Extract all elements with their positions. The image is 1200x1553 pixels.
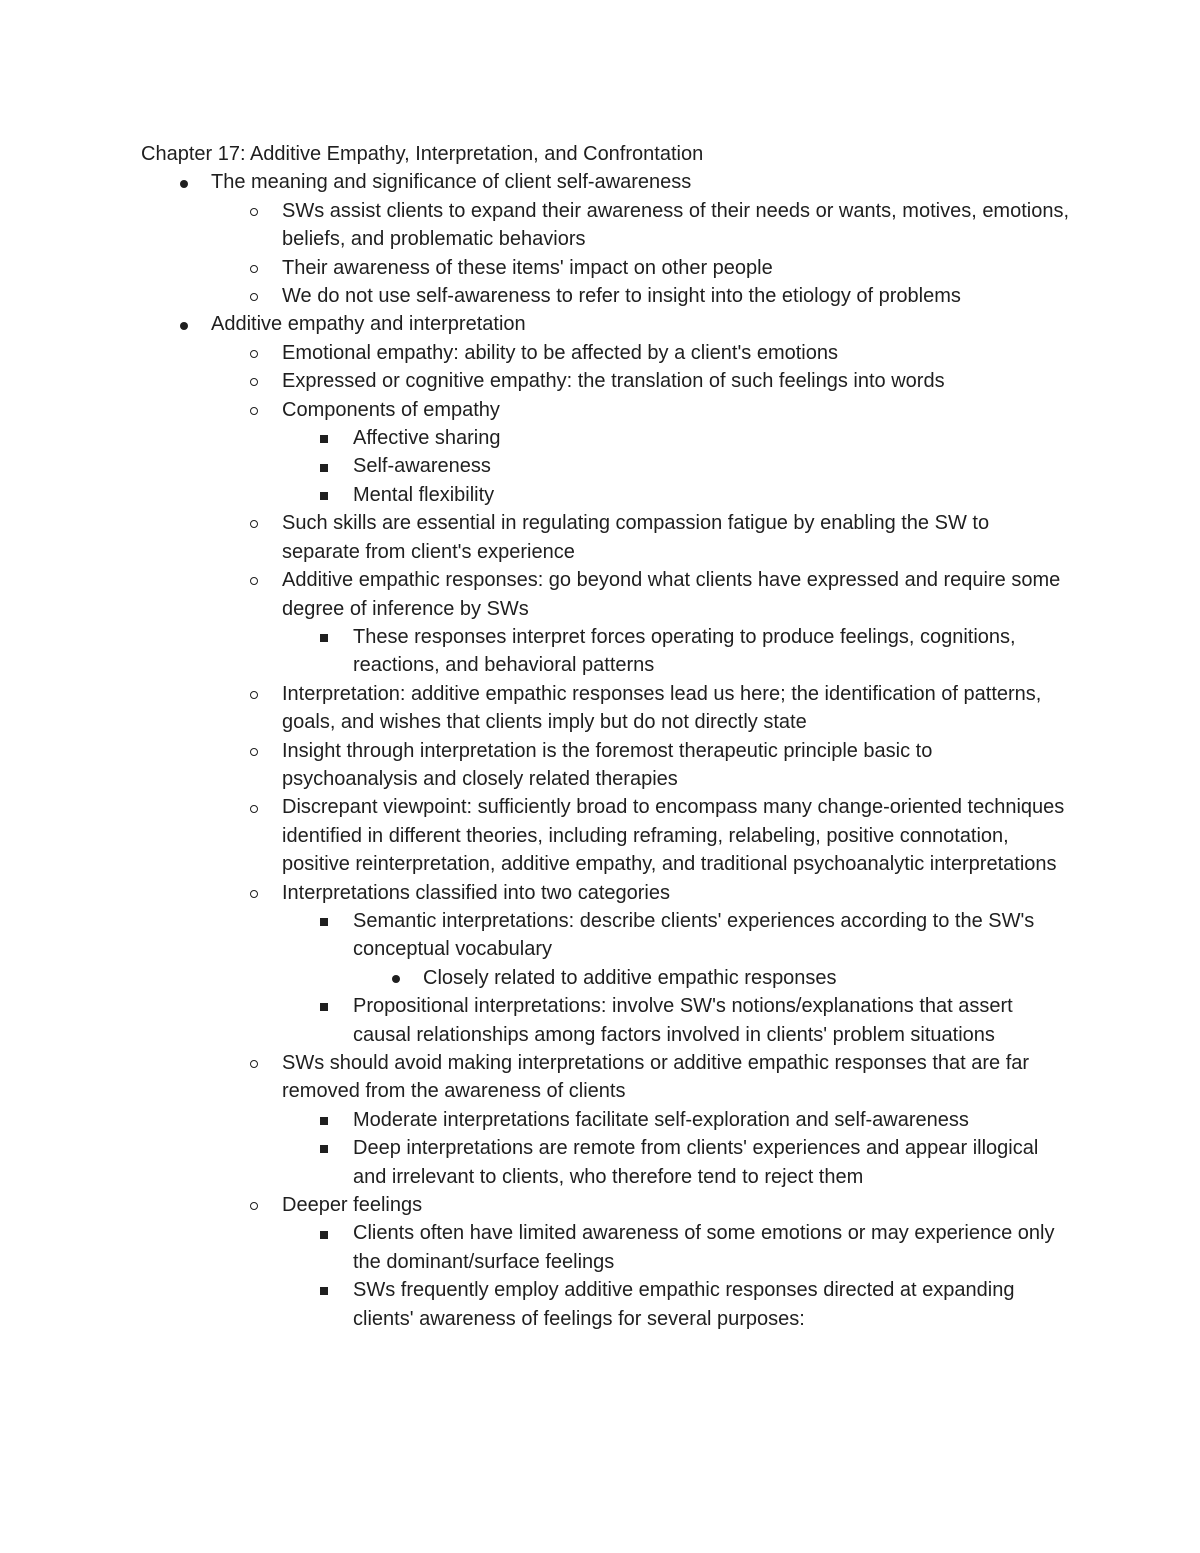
outline-item-level-3 [141,623,1071,680]
outline-item-level-2 [141,680,1071,737]
outline-item-text: Deep interpretations are remote from clients' experiences and appear illogical and irrelevant to clients, who therefore tend to reject them [353,1137,1039,1188]
hollow-circle-bullet-icon [247,1049,261,1077]
outline-item-text: Insight through interpretation is the foremost therapeutic principle basic to psychoanalysis and closely related therapies [282,739,933,790]
outline-item-text: Propositional interpretations: involve SW's notions/explanations that assert causal relationships among factors involved in clients' problem situations [353,995,1013,1046]
outline-item-text: The meaning and significance of client self-awareness [211,171,692,194]
outline-item-text: Self-awareness [353,455,491,478]
filled-bullet-icon [389,964,403,992]
outline-item-text: Additive empathic responses: go beyond what clients have expressed and require some degree of inference by SWs [282,569,1061,620]
filled-bullet-icon [177,168,191,196]
outline-item-level-1 [141,310,1071,338]
hollow-circle-bullet-icon [247,509,261,537]
outline-item-level-2 [141,566,1071,623]
outline-item-level-4 [141,964,1071,992]
hollow-circle-bullet-icon [247,396,261,424]
outline-item-level-2 [141,367,1071,395]
outline-item-text: Interpretations classified into two categories [282,881,670,904]
outline-item-level-3 [141,1134,1071,1191]
outline-item-level-2 [141,1049,1071,1106]
square-bullet-icon [317,907,331,935]
outline-item-level-2 [141,737,1071,794]
outline-item-text: Emotional empathy: ability to be affected by a client's emotions [282,341,838,364]
hollow-circle-bullet-icon [247,197,261,225]
outline-item-text: Discrepant viewpoint: sufficiently broad to encompass many change-oriented techniques identified in different theories, including reframing, relabeling, positive connotation, positive reinterpretation, additive empathy, and traditional psychoanalytic interpretations [282,796,1065,876]
hollow-circle-bullet-icon [247,879,261,907]
square-bullet-icon [317,1276,331,1304]
outline-item-text: Additive empathy and interpretation [211,313,526,336]
hollow-circle-bullet-icon [247,339,261,367]
square-bullet-icon [317,992,331,1020]
outline-item-text: SWs should avoid making interpretations or additive empathic responses that are far removed from the awareness of clients [282,1052,1030,1103]
square-bullet-icon [317,424,331,452]
document-page [141,140,1071,1333]
outline-item-text: These responses interpret forces operating to produce feelings, cognitions, reactions, and behavioral patterns [353,625,1016,677]
outline-item-level-3 [141,1276,1071,1333]
outline-item-text: Components of empathy [282,398,500,421]
outline-item-text: Their awareness of these items' impact on other people [282,256,773,279]
square-bullet-icon [317,1106,331,1134]
outline-item-level-3 [141,452,1071,480]
hollow-circle-bullet-icon [247,793,261,821]
outline-item-text: Affective sharing [353,427,501,450]
outline-item-level-2 [141,879,1071,907]
square-bullet-icon [317,481,331,509]
outline-item-text: Such skills are essential in regulating compassion fatigue by enabling the SW to separate from client's experience [282,512,990,563]
hollow-circle-bullet-icon [247,737,261,765]
outline-item-level-2 [141,793,1071,878]
outline-item-level-2 [141,197,1071,254]
outline-item-text: We do not use self-awareness to refer to insight into the etiology of problems [282,285,961,308]
outline-item-level-2 [141,282,1071,310]
hollow-circle-bullet-icon [247,680,261,708]
hollow-circle-bullet-icon [247,566,261,594]
outline-item-level-2 [141,1191,1071,1219]
outline-item-level-1 [141,168,1071,196]
outline-item-text: Closely related to additive empathic responses [423,966,837,989]
outline-item-level-2 [141,396,1071,424]
outline-item-level-2 [141,339,1071,367]
outline-item-text: Mental flexibility [353,483,495,506]
outline-item-text: Moderate interpretations facilitate self-exploration and self-awareness [353,1108,969,1131]
filled-bullet-icon [177,310,191,338]
outline-item-level-3 [141,907,1071,964]
outline-item-level-3 [141,1219,1071,1276]
page-title: Chapter 17: Additive Empathy, Interpretation, and Confrontation [141,143,704,165]
square-bullet-icon [317,623,331,651]
outline-item-level-3 [141,424,1071,452]
outline-item-level-3 [141,481,1071,509]
outline-item-text: Semantic interpretations: describe clients' experiences according to the SW's conceptual vocabulary [353,909,1035,961]
square-bullet-icon [317,1134,331,1162]
outline-item-text: Interpretation: additive empathic responses lead us here; the identification of patterns, goals, and wishes that clients imply but do not directly state [282,682,1042,734]
bullet-outline [141,168,1071,1333]
square-bullet-icon [317,452,331,480]
outline-item-level-2 [141,254,1071,282]
outline-item-text: SWs frequently employ additive empathic responses directed at expanding clients' awareness of feelings for several purposes: [353,1279,1015,1330]
outline-item-level-2 [141,509,1071,566]
outline-item-level-3 [141,1106,1071,1134]
outline-item-text: Expressed or cognitive empathy: the translation of such feelings into words [282,370,945,393]
outline-item-text: Clients often have limited awareness of some emotions or may experience only the dominant/surface feelings [353,1222,1055,1273]
outline-item-text: SWs assist clients to expand their awareness of their needs or wants, motives, emotions, beliefs, and problematic behaviors [282,199,1070,251]
square-bullet-icon [317,1219,331,1247]
outline-item-text: Deeper feelings [282,1194,423,1217]
hollow-circle-bullet-icon [247,367,261,395]
hollow-circle-bullet-icon [247,1191,261,1219]
hollow-circle-bullet-icon [247,282,261,310]
outline-item-level-3 [141,992,1071,1049]
hollow-circle-bullet-icon [247,254,261,282]
